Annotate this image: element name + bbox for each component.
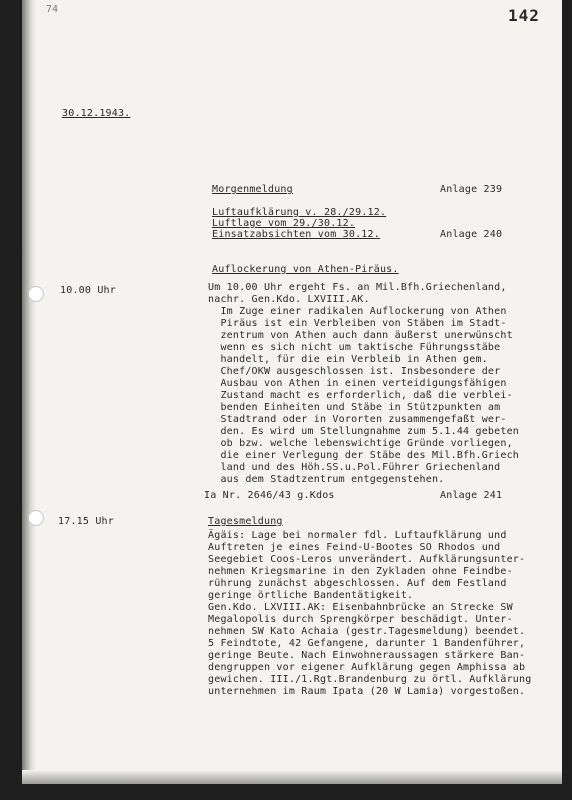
section2-line: Seegebiet Coos-Leros unverändert. Aufklärungsunter- [208,554,526,565]
section1-line: zentrum von Athen auch dann äußerst unerwünscht [208,330,513,341]
section1-heading: Auflockerung von Athen-Piräus. [212,264,399,275]
section1-line: Um 10.00 Uhr ergeht Fs. an Mil.Bfh.Griechenland, [208,282,507,293]
punch-hole-upper [28,286,44,302]
section2-line: Megalopolis durch Sprengkörper beschädigt. Unter- [208,614,513,625]
section2-line: Gen.Kdo. LXVIII.AK: Eisenbahnbrücke an Strecke SW [208,602,513,613]
header-item-einsatzabsichten: Einsatzabsichten vom 30.12. [212,229,380,240]
section1-line: die einer Verlegung der Stäbe des Mil.Bfh.Griech [208,450,520,461]
section1-line: wenn es sich nicht um taktische Führungsstäbe [208,342,501,353]
section1-line: Ausbau von Athen in einen verteidigungsfähigen [208,378,507,389]
section1-line: land und des Höh.SS.u.Pol.Führer Griechenland [208,462,501,473]
section2-time: 17.15 Uhr [58,516,114,527]
section1-line: den. Es wird um Stellungnahme zum 5.1.44 gebeten [208,426,520,437]
section1-line: ob bzw. welche lebenswichtige Gründe vorliegen, [208,438,513,449]
corner-mark: 74 [46,4,59,15]
section2-line: geringe örtliche Bandentätigkeit. [208,590,414,601]
section1-annex-241: Anlage 241 [440,490,503,501]
section1-reference: Ia Nr. 2646/43 g.Kdos [204,490,335,501]
section2-line: Ägäis: Lage bei normaler fdl. Luftaufklärung und [208,530,507,541]
section2-line: rührung zunächst abgeschlossen. Auf dem Festland [208,578,507,589]
section1-line: Im Zuge einer radikalen Auflockerung von Athen [208,306,507,317]
section2-line: gewichen. III./1.Rgt.Brandenburg zu örtl. Aufklärung [208,674,532,685]
section2-line: nehmen Kriegsmarine in den Zykladen ohne Feindbe- [208,566,513,577]
header-item-luftlage: Luftlage vom 29./30.12. [212,218,356,229]
section1-time: 10.00 Uhr [60,285,116,296]
document-date: 30.12.1943. [62,108,131,119]
section2-heading: Tagesmeldung [208,516,283,527]
section1-line: nachr. Gen.Kdo. LXVIII.AK. [208,294,370,305]
punch-hole-lower [28,510,44,526]
header-item-morgenmeldung: Morgenmeldung [212,184,293,195]
page-number: 142 [508,6,540,25]
section2-line: geringe Beute. Nach Einwohneraussagen stärkere Ban- [208,650,526,661]
section2-line: unternehmen im Raum Ipata (20 W Lamia) vorgestoßen. [208,686,526,697]
header-item-luftaufklaerung: Luftaufklärung v. 28./29.12. [212,207,387,218]
section1-line: handelt, für die ein Verbleib in Athen gem. [208,354,488,365]
section2-line: Auftreten je eines Feind-U-Bootes SO Rhodos und [208,542,501,553]
document-page [22,0,562,784]
section1-line: Zustand macht es erforderlich, daß die verblei- [208,390,513,401]
section1-line: benden Einheiten und Stäbe in Stützpunkten am [208,402,501,413]
section1-line: Chef/OKW ausgeschlossen ist. Insbesondere der [208,366,501,377]
binding-shadow [22,0,36,784]
section2-line: nehmen SW Kato Achaia (gestr.Tagesmeldung) beendet. [208,626,526,637]
header-annex-240: Anlage 240 [440,229,503,240]
section2-line: dengruppen vor eigener Aufklärung gegen Amphissa ab [208,662,526,673]
page-bottom-edge [22,770,562,784]
header-annex-239: Anlage 239 [440,184,503,195]
section2-line: 5 Feindtote, 42 Gefangene, darunter 1 Bandenführer, [208,638,526,649]
section1-line: Stadtrand oder in Vororten zusammengefaßt wer- [208,414,507,425]
section1-line: Piräus ist ein Verbleiben von Stäben im Stadt- [208,318,507,329]
section1-line: aus dem Stadtzentrum entgegenstehen. [208,474,445,485]
